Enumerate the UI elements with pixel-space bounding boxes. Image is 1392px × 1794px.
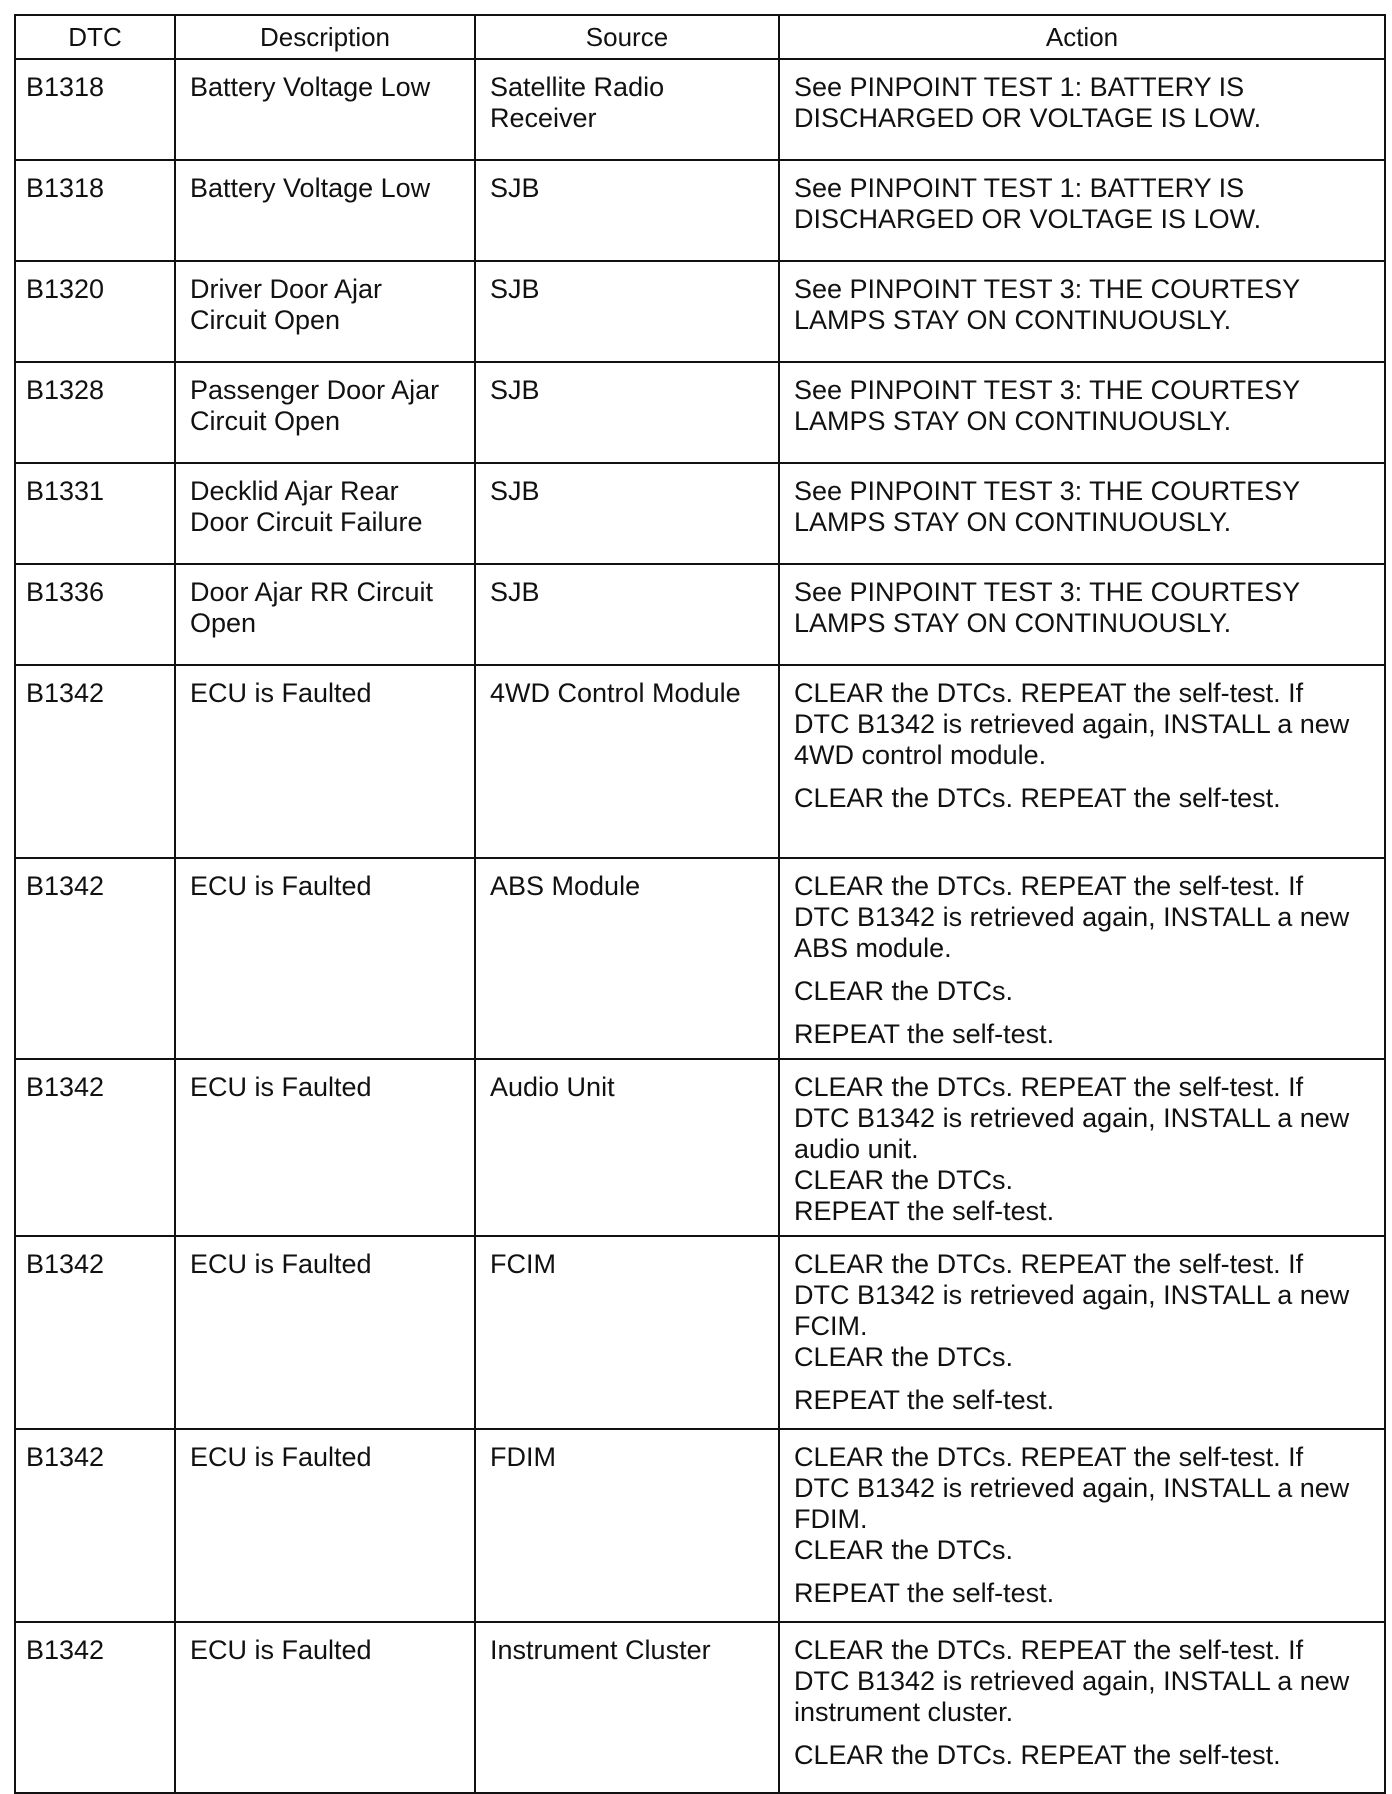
action-paragraph [794, 274, 1370, 336]
source-line: SJB [490, 577, 540, 607]
action-line: CLEAR the DTCs. REPEAT the self-test. If [794, 1635, 1304, 1665]
dtc-code: B1342 [15, 858, 175, 1059]
action-cell [779, 858, 1385, 1059]
table-row [15, 59, 1385, 160]
action-cell [779, 463, 1385, 564]
action-paragraph [794, 1249, 1370, 1373]
description-cell [175, 1622, 475, 1793]
source-line: SJB [490, 375, 540, 405]
table-row [15, 858, 1385, 1059]
source-cell [475, 261, 779, 362]
description-cell [175, 1236, 475, 1429]
action-line: ABS module. [794, 933, 952, 963]
description-cell [175, 665, 475, 858]
action-line: LAMPS STAY ON CONTINUOUSLY. [794, 305, 1232, 335]
source-cell [475, 1622, 779, 1793]
source-line: Satellite Radio [490, 72, 665, 102]
action-cell [779, 665, 1385, 858]
action-line: CLEAR the DTCs. [794, 1165, 1014, 1195]
source-line: SJB [490, 476, 540, 506]
action-line: See PINPOINT TEST 3: THE COURTESY [794, 274, 1301, 304]
source-line: 4WD Control Module [490, 678, 741, 708]
action-line: CLEAR the DTCs. [794, 976, 1014, 1006]
dtc-code: B1342 [15, 1059, 175, 1236]
description-line: Passenger Door Ajar [190, 375, 440, 405]
action-line: DTC B1342 is retrieved again, INSTALL a new [794, 1280, 1350, 1310]
action-paragraph [794, 1385, 1370, 1416]
source-cell [475, 665, 779, 858]
source-line: SJB [490, 173, 540, 203]
action-line: See PINPOINT TEST 1: BATTERY IS [794, 72, 1245, 102]
action-line: DTC B1342 is retrieved again, INSTALL a new [794, 902, 1350, 932]
description-line: ECU is Faulted [190, 871, 372, 901]
action-line: LAMPS STAY ON CONTINUOUSLY. [794, 406, 1232, 436]
action-line: LAMPS STAY ON CONTINUOUSLY. [794, 507, 1232, 537]
source-cell [475, 160, 779, 261]
description-cell [175, 463, 475, 564]
description-cell [175, 160, 475, 261]
action-line: DTC B1342 is retrieved again, INSTALL a new [794, 1103, 1350, 1133]
table-row [15, 463, 1385, 564]
description-line: Decklid Ajar Rear [190, 476, 399, 506]
table-body [15, 59, 1385, 1793]
source-cell [475, 59, 779, 160]
action-line: See PINPOINT TEST 3: THE COURTESY [794, 476, 1301, 506]
action-line: CLEAR the DTCs. [794, 1342, 1014, 1372]
action-line: DTC B1342 is retrieved again, INSTALL a new [794, 1473, 1350, 1503]
source-line: FDIM [490, 1442, 556, 1472]
header-source: Source [475, 15, 779, 59]
action-cell [779, 261, 1385, 362]
action-paragraph [794, 72, 1370, 134]
action-line: CLEAR the DTCs. REPEAT the self-test. If [794, 871, 1304, 901]
header-dtc: DTC [15, 15, 175, 59]
description-cell [175, 59, 475, 160]
action-paragraph [794, 1740, 1370, 1771]
action-line: REPEAT the self-test. [794, 1385, 1055, 1415]
action-cell [779, 1429, 1385, 1622]
action-paragraph [794, 1072, 1370, 1227]
action-paragraph [794, 577, 1370, 639]
table-row [15, 362, 1385, 463]
action-line: REPEAT the self-test. [794, 1019, 1055, 1049]
dtc-code: B1320 [15, 261, 175, 362]
source-cell [475, 362, 779, 463]
source-cell [475, 564, 779, 665]
action-line: DTC B1342 is retrieved again, INSTALL a new [794, 1666, 1350, 1696]
description-line: ECU is Faulted [190, 1249, 372, 1279]
source-cell [475, 1429, 779, 1622]
action-paragraph [794, 871, 1370, 964]
action-cell [779, 564, 1385, 665]
source-line: ABS Module [490, 871, 641, 901]
description-line: ECU is Faulted [190, 678, 372, 708]
action-line: See PINPOINT TEST 3: THE COURTESY [794, 577, 1301, 607]
action-paragraph [794, 1019, 1370, 1050]
description-line: Open [190, 608, 257, 638]
action-line: REPEAT the self-test. [794, 1196, 1055, 1226]
source-cell [475, 1059, 779, 1236]
action-line: FCIM. [794, 1311, 868, 1341]
action-line: CLEAR the DTCs. REPEAT the self-test. If [794, 1442, 1304, 1472]
description-cell [175, 261, 475, 362]
table-row [15, 160, 1385, 261]
action-line: REPEAT the self-test. [794, 1578, 1055, 1608]
dtc-code: B1336 [15, 564, 175, 665]
action-paragraph [794, 678, 1370, 771]
action-paragraph [794, 476, 1370, 538]
description-cell [175, 362, 475, 463]
table-row [15, 564, 1385, 665]
dtc-code: B1342 [15, 665, 175, 858]
description-line: Circuit Open [190, 305, 341, 335]
action-line: DISCHARGED OR VOLTAGE IS LOW. [794, 204, 1262, 234]
action-paragraph [794, 375, 1370, 437]
action-line: CLEAR the DTCs. REPEAT the self-test. [794, 783, 1281, 813]
action-cell [779, 362, 1385, 463]
action-line: CLEAR the DTCs. REPEAT the self-test. [794, 1740, 1281, 1770]
description-line: ECU is Faulted [190, 1635, 372, 1665]
source-cell [475, 463, 779, 564]
description-cell [175, 858, 475, 1059]
table-row [15, 1622, 1385, 1793]
dtc-code: B1318 [15, 59, 175, 160]
action-line: See PINPOINT TEST 3: THE COURTESY [794, 375, 1301, 405]
source-cell [475, 858, 779, 1059]
table-header-row [15, 15, 1385, 59]
source-line: Instrument Cluster [490, 1635, 711, 1665]
action-paragraph [794, 976, 1370, 1007]
action-line: See PINPOINT TEST 1: BATTERY IS [794, 173, 1245, 203]
table-row [15, 1429, 1385, 1622]
action-line: CLEAR the DTCs. REPEAT the self-test. If [794, 1072, 1304, 1102]
description-line: Door Circuit Failure [190, 507, 423, 537]
description-line: Circuit Open [190, 406, 341, 436]
action-line: FDIM. [794, 1504, 868, 1534]
description-line: Door Ajar RR Circuit [190, 577, 434, 607]
dtc-code: B1331 [15, 463, 175, 564]
source-cell [475, 1236, 779, 1429]
table-row [15, 1059, 1385, 1236]
source-line: Audio Unit [490, 1072, 615, 1102]
action-paragraph [794, 1442, 1370, 1566]
description-line: ECU is Faulted [190, 1442, 372, 1472]
source-line: SJB [490, 274, 540, 304]
action-line: 4WD control module. [794, 740, 1047, 770]
action-paragraph [794, 783, 1370, 814]
table-row [15, 1236, 1385, 1429]
description-line: Battery Voltage Low [190, 173, 431, 203]
action-line: CLEAR the DTCs. REPEAT the self-test. If [794, 678, 1304, 708]
description-cell [175, 1059, 475, 1236]
dtc-code: B1318 [15, 160, 175, 261]
description-line: Driver Door Ajar [190, 274, 383, 304]
action-paragraph [794, 1635, 1370, 1728]
action-cell [779, 1622, 1385, 1793]
table-row [15, 261, 1385, 362]
action-line: audio unit. [794, 1134, 919, 1164]
dtc-code: B1342 [15, 1236, 175, 1429]
header-action: Action [779, 15, 1385, 59]
action-cell [779, 1059, 1385, 1236]
dtc-code: B1342 [15, 1622, 175, 1793]
header-description: Description [175, 15, 475, 59]
action-cell [779, 1236, 1385, 1429]
action-line: DTC B1342 is retrieved again, INSTALL a new [794, 709, 1350, 739]
description-line: Battery Voltage Low [190, 72, 431, 102]
description-cell [175, 564, 475, 665]
action-line: CLEAR the DTCs. [794, 1535, 1014, 1565]
action-line: CLEAR the DTCs. REPEAT the self-test. If [794, 1249, 1304, 1279]
action-cell [779, 59, 1385, 160]
dtc-table [14, 14, 1386, 1794]
source-line: Receiver [490, 103, 597, 133]
description-line: ECU is Faulted [190, 1072, 372, 1102]
description-cell [175, 1429, 475, 1622]
action-line: DISCHARGED OR VOLTAGE IS LOW. [794, 103, 1262, 133]
action-paragraph [794, 1578, 1370, 1609]
action-paragraph [794, 173, 1370, 235]
dtc-code: B1328 [15, 362, 175, 463]
action-cell [779, 160, 1385, 261]
action-line: instrument cluster. [794, 1697, 1014, 1727]
dtc-code: B1342 [15, 1429, 175, 1622]
table-row [15, 665, 1385, 858]
action-line: LAMPS STAY ON CONTINUOUSLY. [794, 608, 1232, 638]
source-line: FCIM [490, 1249, 556, 1279]
